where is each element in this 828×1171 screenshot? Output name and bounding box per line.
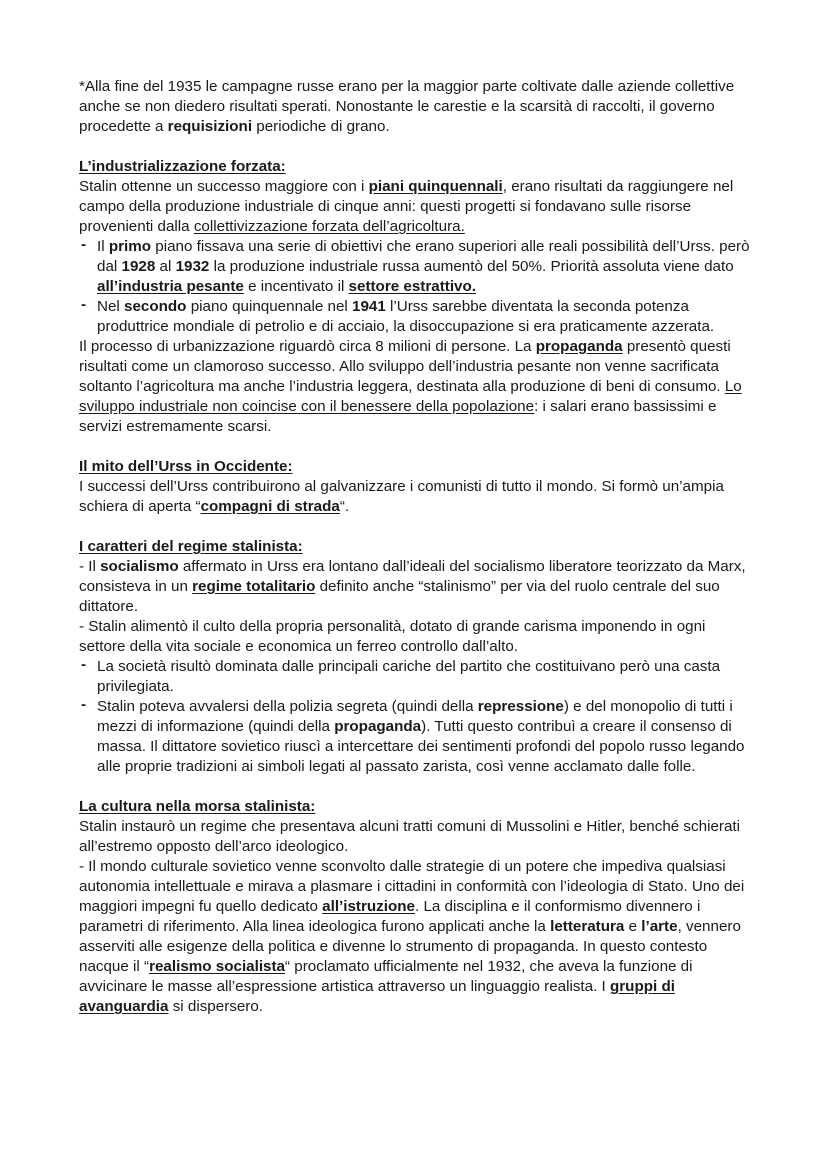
- section-heading-culture: La cultura nella morsa stalinista:: [79, 798, 316, 815]
- list-item: - La società risultò dominata dalle principali cariche del partito che costituivano però una casta privilegiata.: [79, 657, 751, 697]
- bold-term: requisizioni: [167, 118, 253, 135]
- underlined-phrase: collettivizzazione forzata dell’agricoltura.: [193, 218, 465, 235]
- regime-paragraph-2: - Stalin alimentò il culto della propria personalità, dotato di grande carisma imponendo in ogni settore della vita sociale e economica un ferreo controllo dall’alto.: [79, 618, 706, 655]
- spacer: [79, 137, 751, 157]
- spacer: [79, 437, 751, 457]
- section-heading-regime: I caratteri del regime stalinista:: [79, 538, 303, 555]
- section-heading-myth: Il mito dell’Urss in Occidente:: [79, 458, 293, 475]
- industrialization-bullet-list: [79, 237, 751, 337]
- intro-paragraph: *Alla fine del 1935 le campagne russe erano per la maggior parte coltivate dalle aziende collettive anche se non diedero risultati sperati. Nonostante le carestie e la scarsità di raccolti, il governo procedette a requisizioni periodiche di grano.: [79, 78, 735, 135]
- spacer: [79, 517, 751, 537]
- culture-paragraph-1: Stalin instaurò un regime che presentava alcuni tratti comuni di Mussolini e Hitler, benché schierati all’estremo opposto dell’arco ideologico.: [79, 818, 740, 855]
- list-item: - Il primo piano fissava una serie di obiettivi che erano superiori alle reali possibilità dell’Urss. però dal 1928 al 1932 la produzione industriale russa aumentò del 50%. Priorità assoluta viene dato all’industria pesante e incentivato il settore estrattivo.: [79, 237, 751, 297]
- section-heading-industrialization: L’industrializzazione forzata:: [79, 158, 286, 175]
- culture-paragraph-2: - Il mondo culturale sovietico venne sconvolto dalle strategie di un potere che impediva qualsiasi autonomia intellettuale e mirava a plasmare i cittadini in conformità con l’ideologia di Stato. Uno dei maggiori impegni fu quello dedicato all’istruzione. La disciplina e il conformismo divennero i parametri di riferimento. Alla linea ideologica furono applicati anche la letteratura e l’arte, vennero asserviti alle esigenze della politica e divenne lo strumento di propaganda. In questo contesto nacque il “realismo socialista“ proclamato ufficialmente nel 1932, che aveva la funzione di avvicinare le masse all’espressione artistica attraverso un linguaggio realista. I gruppi di avanguardia si dispersero.: [79, 858, 745, 1015]
- document-page: [79, 77, 751, 1017]
- industrialization-paragraph-1: Stalin ottenne un successo maggiore con i piani quinquennali, erano risultati da raggiungere nel campo della produzione industriale di cinque anni: questi progetti si fondavano sulle risorse provenienti dalla collettivizzazione forzata dell’agricoltura.: [79, 178, 734, 235]
- spacer: [79, 777, 751, 797]
- bold-underlined-term: piani quinquennali: [368, 178, 503, 195]
- myth-paragraph: I successi dell’Urss contribuirono al galvanizzare i comunisti di tutto il mondo. Si formò un’ampia schiera di aperta “compagni di strada“.: [79, 478, 724, 515]
- list-item: - Nel secondo piano quinquennale nel 1941 l’Urss sarebbe diventata la seconda potenza produttrice mondiale di petrolio e di acciaio, la disoccupazione si era praticamente azzerata.: [79, 297, 751, 337]
- regime-paragraph-1: - Il socialismo affermato in Urss era lontano dall’ideali del socialismo liberatore teorizzato da Marx, consisteva in un regime totalitario definito anche “stalinismo” per via del ruolo centrale del suo dittatore.: [79, 558, 746, 615]
- industrialization-paragraph-2: Il processo di urbanizzazione riguardò circa 8 milioni di persone. La propaganda presentò questi risultati come un clamoroso successo. Allo sviluppo dell’industria pesante non venne sacrificata soltanto l’agricoltura ma anche l’industria leggera, destinata alla produzione di beni di consumo. Lo sviluppo industriale non coincise con il benessere della popolazione: i salari erano bassissimi e servizi estremamente scarsi.: [79, 338, 742, 435]
- list-item: - Stalin poteva avvalersi della polizia segreta (quindi della repressione) e del monopolio di tutti i mezzi di informazione (quindi della propaganda). Tutti questo contribuì a creare il consenso di massa. Il dittatore sovietico riuscì a intercettare dei sentimenti profondi del popolo russo legando alle proprie tradizioni ai simboli legati al passato zarista, così venne acclamato dalle folle.: [79, 697, 751, 777]
- regime-bullet-list: [79, 657, 751, 777]
